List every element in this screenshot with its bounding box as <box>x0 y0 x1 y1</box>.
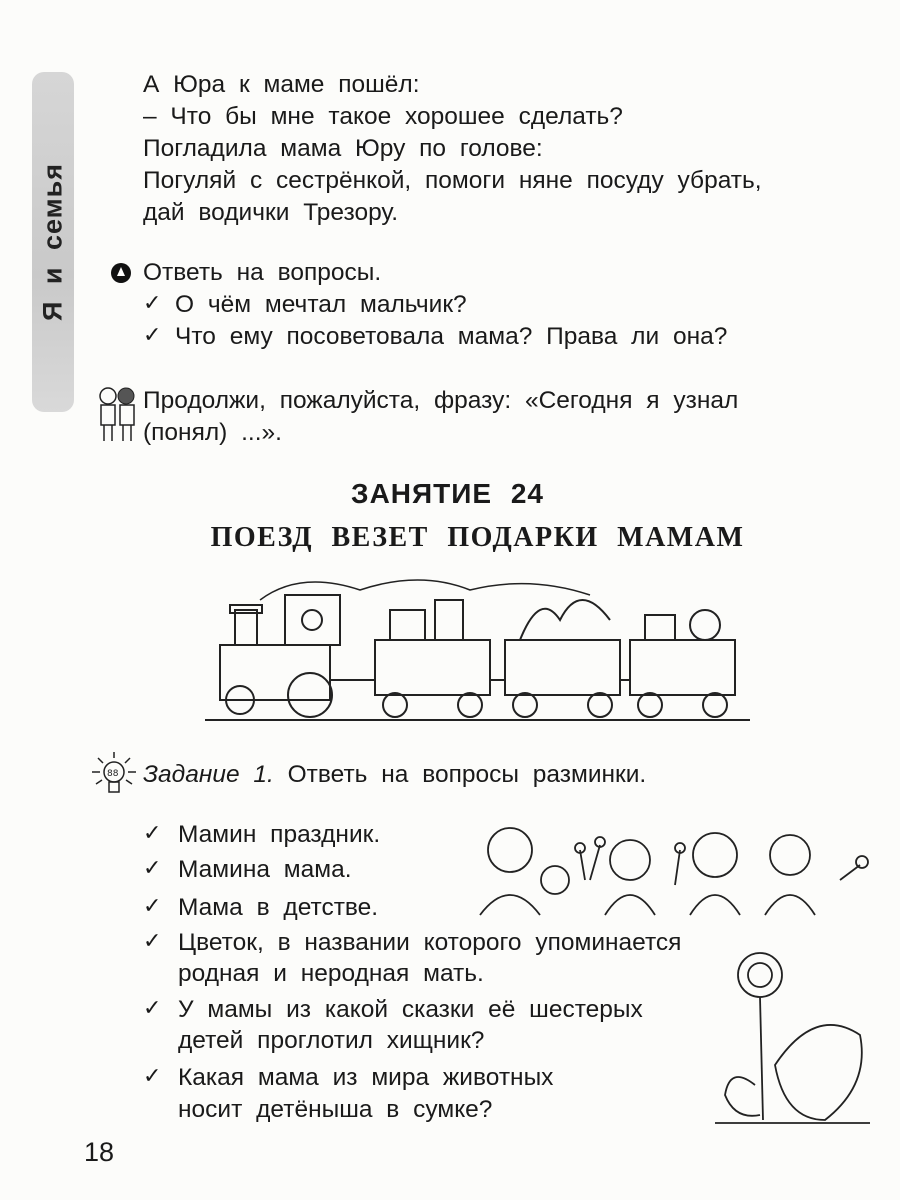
check-icon: ✓ <box>143 820 162 845</box>
task-text: Ответь на вопросы разминки. <box>287 761 647 788</box>
lesson-title: ПОЕЗД ВЕЗЕТ ПОДАРКИ МАМАМ <box>210 522 745 553</box>
continue-prompt: Продолжи, пожалуйста, фразу: «Сегодня я узнал <box>143 387 739 414</box>
train-with-gifts-illustration <box>200 570 755 730</box>
question-item: Что ему посоветовала мама? Права ли она? <box>175 323 728 350</box>
check-icon: ✓ <box>143 290 162 315</box>
check-icon: ✓ <box>143 855 162 880</box>
task-item: Какая мама из мира животных <box>178 1064 554 1091</box>
task-label: Задание 1. <box>143 761 274 788</box>
task-item: Мама в детстве. <box>178 894 379 921</box>
task-item: Цветок, в названии которого упоминается <box>178 929 682 956</box>
svg-text:88: 88 <box>107 769 119 779</box>
page-number: 18 <box>84 1137 115 1167</box>
questions-heading: Ответь на вопросы. <box>143 259 382 286</box>
check-icon: ✓ <box>143 322 162 347</box>
lightbulb-icon <box>88 750 140 808</box>
task-item: детей проглотил хищник? <box>178 1027 485 1054</box>
check-icon: ✓ <box>143 1063 162 1088</box>
section-title: Я и семья <box>37 162 68 322</box>
children-with-flowers-illustration <box>460 810 870 920</box>
story-line: Погуляй с сестрёнкой, помоги няне посуду убрать, <box>143 167 762 194</box>
task-item: родная и неродная мать. <box>178 960 484 987</box>
lesson-number: ЗАНЯТИЕ 24 <box>351 478 544 509</box>
task-heading <box>143 759 646 791</box>
task-item: носит детёныша в сумке? <box>178 1096 493 1123</box>
task-item: У мамы из какой сказки её шестерых <box>178 996 643 1023</box>
continue-prompt: (понял) ...». <box>143 419 282 446</box>
dandelion-coltsfoot-illustration <box>715 945 875 1130</box>
story-line: – Что бы мне такое хорошее сделать? <box>143 103 623 130</box>
children-whispering-icon <box>92 382 144 444</box>
check-icon: ✓ <box>143 893 162 918</box>
task-item: Мамин праздник. <box>178 821 381 848</box>
check-icon: ✓ <box>143 928 162 953</box>
question-item: О чём мечтал мальчик? <box>175 291 467 318</box>
story-line: Погладила мама Юру по голове: <box>143 135 543 162</box>
story-line: А Юра к маме пошёл: <box>143 71 420 98</box>
story-line: дай водички Трезору. <box>143 199 399 226</box>
task-item: Мамина мама. <box>178 856 352 883</box>
section-side-tab <box>32 72 74 412</box>
question-bullet-icon <box>110 262 132 284</box>
check-icon: ✓ <box>143 995 162 1020</box>
